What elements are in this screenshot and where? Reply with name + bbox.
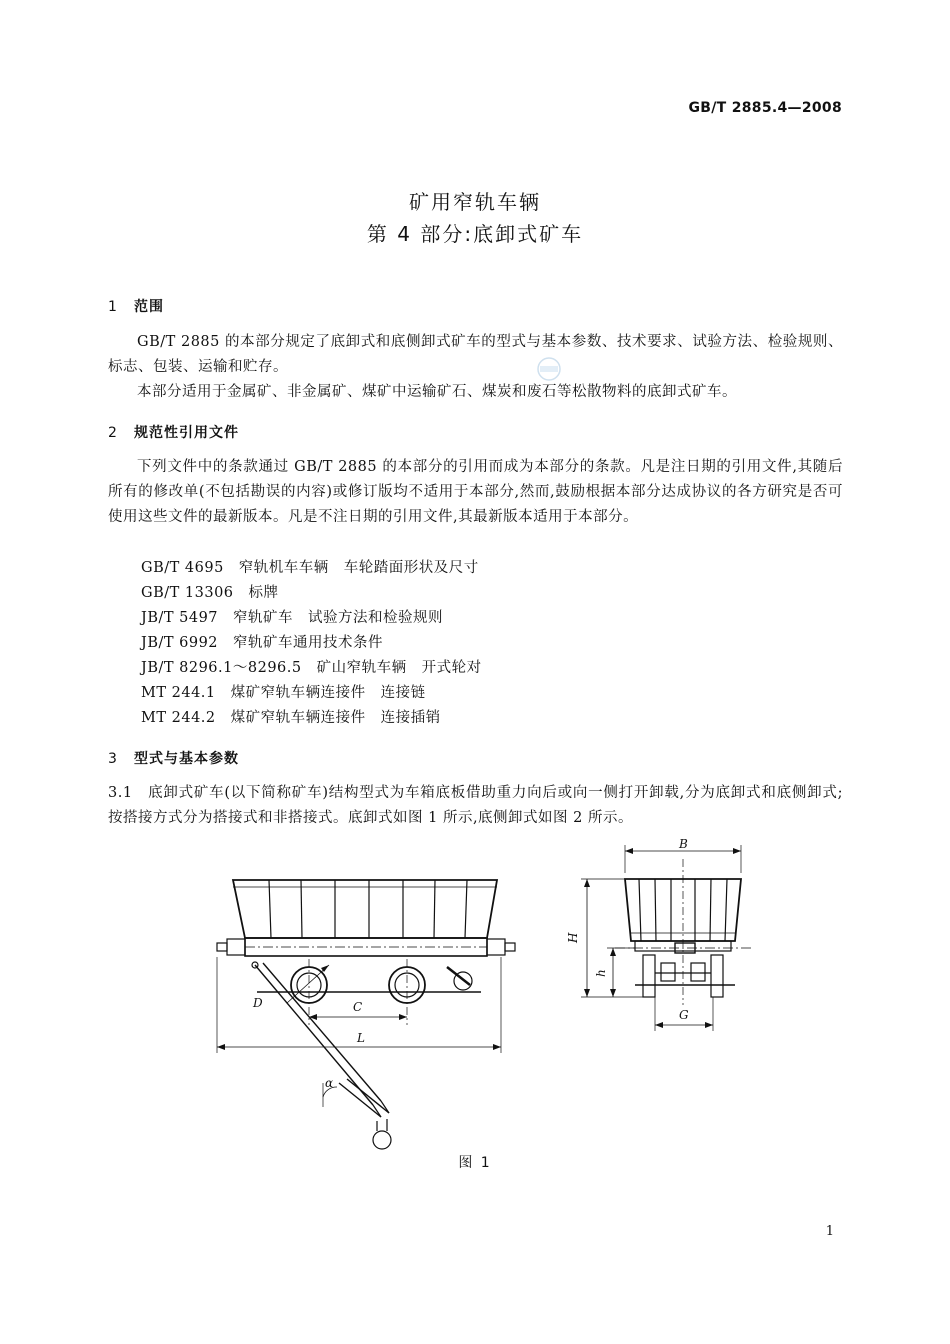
document-title: 矿用窄轨车辆 bbox=[409, 190, 541, 214]
section-number: 3 bbox=[108, 751, 118, 767]
clause-3-1-paragraph: 3.1 底卸式矿车(以下简称矿车)结构型式为车箱底板借助重力向后或向一侧打开卸载,分为底卸式和底侧卸式;按搭接方式分为搭接式和非搭接式。底卸式如图 1 所示,底侧卸式如图 2 所示。 bbox=[108, 785, 843, 826]
reference-item: GB/T 4695 窄轨机车车辆 车轮踏面形状及尺寸 bbox=[141, 560, 479, 576]
figure-caption: 图 1 bbox=[458, 1155, 492, 1171]
section-title: 范围 bbox=[134, 299, 164, 315]
reference-item: MT 244.2 煤矿窄轨车辆连接件 连接插销 bbox=[141, 710, 441, 726]
dim-label-h: h bbox=[594, 969, 608, 977]
dim-label-D: D bbox=[253, 996, 263, 1010]
section-1-heading bbox=[108, 296, 164, 316]
side-view bbox=[217, 880, 515, 1149]
reference-item: GB/T 13306 标牌 bbox=[141, 585, 279, 601]
section-number: 2 bbox=[108, 425, 118, 441]
section-number: 1 bbox=[108, 299, 118, 315]
reference-item: JB/T 8296.1～8296.5 矿山窄轨车辆 开式轮对 bbox=[141, 660, 482, 676]
dim-label-L: L bbox=[357, 1031, 365, 1045]
section-title: 型式与基本参数 bbox=[134, 751, 239, 767]
page-number: 1 bbox=[825, 1224, 834, 1239]
angle-label-alpha: α bbox=[325, 1076, 334, 1090]
figure-1-drawing bbox=[195, 835, 755, 1155]
document-subtitle: 第 4 部分:底卸式矿车 bbox=[366, 222, 584, 246]
section-3-heading bbox=[108, 748, 239, 768]
section-2-heading bbox=[108, 422, 239, 442]
references-intro-paragraph: 下列文件中的条款通过 GB/T 2885 的本部分的引用而成为本部分的条款。凡是注日期的引用文件,其随后所有的修改单(不包括勘误的内容)或修订版均不适用于本部分,然而,鼓励根据本部分达成协议的各方研究是否可使用这些文件的最新版本。凡是不注日期的引用文件,其最新版本适用于本部分。 bbox=[108, 459, 843, 525]
reference-item: MT 244.1 煤矿窄轨车辆连接件 连接链 bbox=[141, 685, 426, 701]
reference-item: JB/T 6992 窄轨矿车通用技术条件 bbox=[141, 635, 384, 651]
standard-code: GB/T 2885.4—2008 bbox=[688, 100, 842, 116]
scope-paragraph-1: GB/T 2885 的本部分规定了底卸式和底侧卸式矿车的型式与基本参数、技术要求、试验方法、检验规则、标志、包装、运输和贮存。 bbox=[108, 334, 843, 375]
scope-paragraph-2: 本部分适用于金属矿、非金属矿、煤矿中运输矿石、煤炭和废石等松散物料的底卸式矿车。 bbox=[137, 384, 737, 400]
sac-watermark-icon bbox=[536, 356, 562, 382]
dim-label-G: G bbox=[679, 1008, 689, 1022]
dim-label-C: C bbox=[353, 1000, 363, 1014]
dim-label-H: H bbox=[566, 932, 580, 943]
dim-label-B: B bbox=[679, 837, 688, 851]
reference-item: JB/T 5497 窄轨矿车 试验方法和检验规则 bbox=[141, 610, 444, 626]
end-view bbox=[566, 837, 751, 1031]
section-title: 规范性引用文件 bbox=[134, 425, 239, 441]
